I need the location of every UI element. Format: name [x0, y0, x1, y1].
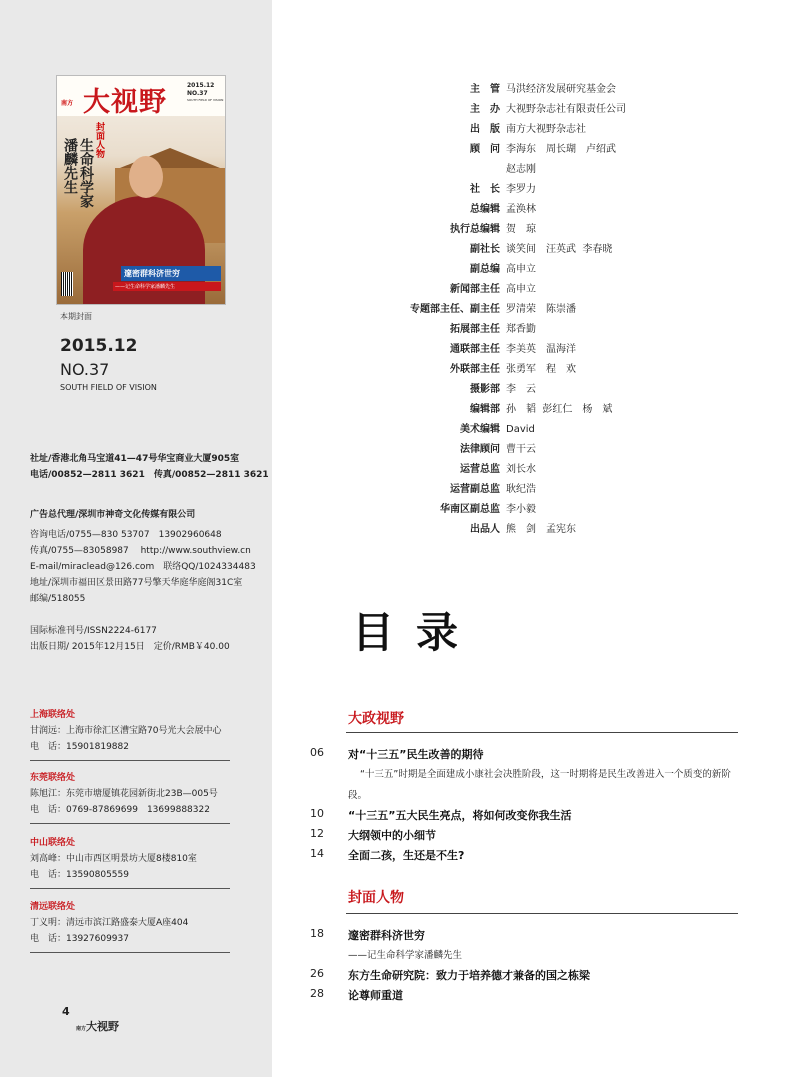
cover-issue-date: 2015.12 — [187, 82, 215, 89]
staff-row — [360, 80, 740, 100]
staff-row — [360, 360, 740, 380]
toc-title: 目录 — [352, 608, 481, 657]
cover-brand: 大视野 — [83, 87, 167, 118]
footer-logo-small: 南方 — [76, 1026, 87, 1032]
staff-role: 华南区副总监 — [440, 504, 500, 515]
toc-entry-title: 大纲领中的小细节 — [348, 829, 436, 842]
liaison-line: 电 话：15901819882 — [30, 742, 129, 752]
toc-entry-title: 邃密群科济世穷 — [348, 929, 425, 942]
staff-row — [360, 460, 740, 480]
staff-names: 赵志刚 — [506, 164, 536, 175]
agent-line: 咨询电话/0755—830 53707 13902960648 — [30, 530, 222, 540]
agent-line: E-mail/miraclead@126.com 联络QQ/1024334483 — [30, 562, 256, 572]
staff-row — [360, 520, 740, 540]
toc-section-rule — [346, 913, 738, 914]
staff-role: 拓展部主任 — [450, 324, 500, 335]
issn-line: 国际标准刊号/ISSN2224-6177 — [30, 626, 157, 636]
cover-brand-small: 南方 — [61, 100, 74, 107]
staff-names: 高申立 — [506, 264, 536, 275]
liaison-title: 上海联络处 — [30, 710, 76, 720]
toc-entry-title: 对“十三五”民生改善的期待 — [348, 748, 484, 761]
staff-role: 副社长 — [470, 244, 500, 255]
staff-role: 总编辑 — [470, 204, 500, 215]
staff-names: 马洪经济发展研究基金会 — [506, 84, 616, 95]
issn-block — [30, 623, 230, 655]
liaison-title: 东莞联络处 — [30, 773, 76, 783]
toc-entry-subtitle: ——记生命科学家潘麟先生 — [348, 950, 463, 961]
address-line: 社址/香港北角马宝道41—47号华宝商业大厦905室 — [30, 454, 240, 464]
staff-names: 孙 韬 彭红仁 杨 斌 — [506, 404, 613, 415]
staff-row — [360, 420, 740, 440]
toc-section-rule — [346, 732, 738, 733]
toc-entry-title: “十三五”五大民生亮点，将如何改变你我生活 — [348, 809, 572, 822]
agent-line: 传真/0755—83058987 http://www.southview.cn — [30, 546, 251, 556]
address-line: 电话/00852—2811 3621 传真/00852—2811 3621 — [30, 470, 269, 480]
staff-names: 张勇军 程 欢 — [506, 364, 576, 375]
cover-headline-1: 生命科学家 — [78, 138, 94, 208]
staff-role: 美术编辑 — [460, 424, 500, 435]
toc-entry-page: 18 — [310, 927, 324, 940]
liaison-title: 清远联络处 — [30, 902, 76, 912]
staff-role: 运营总监 — [460, 464, 500, 475]
cover-issue — [187, 82, 223, 102]
cover-image — [57, 76, 225, 304]
liaison-divider — [30, 760, 230, 761]
staff-names: 南方大视野杂志社 — [506, 124, 586, 135]
liaison-line: 电 话：13927609937 — [30, 934, 129, 944]
staff-row — [360, 500, 740, 520]
page-number: 4 — [62, 1005, 70, 1018]
liaison-line: 电 话：0769-87869699 13699888322 — [30, 805, 210, 815]
cover-issue-no: NO.37 — [187, 90, 208, 97]
agent-line: 邮编/518055 — [30, 594, 86, 604]
staff-names: 李罗力 — [506, 184, 536, 195]
staff-names: 曹干云 — [506, 444, 536, 455]
staff-names: 李 云 — [506, 384, 536, 395]
staff-row — [360, 180, 740, 200]
staff-role: 法律顾问 — [460, 444, 500, 455]
cover-banner: 邃密群科济世穷 — [121, 266, 221, 281]
cover-headline-2: 潘麟先生 — [62, 138, 78, 194]
address-block — [30, 451, 269, 483]
toc-entry-page: 28 — [310, 987, 324, 1000]
ad-agent: 广告总代理/深圳市神奇文化传媒有限公司 — [30, 510, 196, 520]
staff-role: 摄影部 — [470, 384, 500, 395]
staff-role: 出 版 — [470, 124, 500, 135]
staff-row — [360, 400, 740, 420]
staff-row — [360, 200, 740, 220]
staff-role: 出品人 — [470, 524, 500, 535]
staff-names: David — [506, 424, 535, 435]
liaison-divider — [30, 823, 230, 824]
toc-entry-page: 10 — [310, 807, 324, 820]
toc-entry-page: 06 — [310, 746, 324, 759]
staff-names: 谈笑间 汪英武 李春晓 — [506, 244, 613, 255]
cover-feature-tag: 封面人物 — [94, 122, 104, 158]
staff-names: 熊 剑 孟宪东 — [506, 524, 576, 535]
liaison-office — [30, 835, 230, 889]
liaison-line: 丁义明：清远市滨江路盛泰大厦A座404 — [30, 918, 189, 928]
staff-row — [360, 300, 740, 320]
staff-names: 刘长水 — [506, 464, 536, 475]
toc-section-heading: 大政视野 — [348, 711, 404, 727]
cover-banner-sub: ——记生命科学家潘麟先生 — [113, 282, 221, 291]
issue-english: SOUTH FIELD OF VISION — [60, 383, 157, 392]
staff-row — [360, 240, 740, 260]
cover-issue-en: SOUTH FIELD OF VISION — [187, 98, 224, 102]
toc-entry-page: 12 — [310, 827, 324, 840]
toc-entry-title: 论尊师重道 — [348, 989, 403, 1002]
staff-role: 执行总编辑 — [450, 224, 500, 235]
liaison-office — [30, 770, 230, 824]
footer-logo — [76, 1018, 119, 1034]
staff-role: 通联部主任 — [450, 344, 500, 355]
staff-list — [360, 80, 740, 540]
liaison-title: 中山联络处 — [30, 838, 76, 848]
liaison-office — [30, 899, 230, 953]
staff-names: 李小毅 — [506, 504, 536, 515]
staff-row — [360, 320, 740, 340]
staff-row — [360, 280, 740, 300]
staff-role: 编辑部 — [470, 404, 500, 415]
staff-row — [360, 140, 740, 160]
staff-names: 李海东 周长瑚 卢绍武 — [506, 144, 616, 155]
staff-row — [360, 120, 740, 140]
toc-entry-description: “十三五”时期是全面建成小康社会决胜阶段，这一时期将是民生改善进入一个质变的新阶段。 — [348, 769, 731, 801]
toc-entry-title: 东方生命研究院：致力于培养德才兼备的国之栋梁 — [348, 969, 590, 982]
staff-role: 运营副总监 — [450, 484, 500, 495]
toc-section-heading: 封面人物 — [348, 890, 404, 906]
staff-names: 郑香勤 — [506, 324, 536, 335]
issue-number: NO.37 — [60, 360, 110, 379]
cover-barcode — [61, 272, 73, 296]
staff-role: 外联部主任 — [450, 364, 500, 375]
agent-line: 地址/深圳市福田区景田路77号擎天华庭华庭阁31C室 — [30, 578, 243, 588]
staff-names: 高申立 — [506, 284, 536, 295]
liaison-office — [30, 707, 230, 761]
staff-role: 副总编 — [470, 264, 500, 275]
staff-role: 社 长 — [470, 184, 500, 195]
staff-row — [360, 160, 740, 180]
staff-row — [360, 340, 740, 360]
staff-row — [360, 100, 740, 120]
liaison-divider — [30, 952, 230, 953]
liaison-line: 甘润远：上海市徐汇区漕宝路70号光大会展中心 — [30, 726, 222, 736]
staff-names: 孟涣林 — [506, 204, 536, 215]
staff-role: 新闻部主任 — [450, 284, 500, 295]
liaison-divider — [30, 888, 230, 889]
staff-names: 李美英 温海洋 — [506, 344, 576, 355]
staff-names: 大视野杂志社有限责任公司 — [506, 104, 626, 115]
staff-row — [360, 260, 740, 280]
toc-entry-page: 26 — [310, 967, 324, 980]
staff-row — [360, 440, 740, 460]
liaison-line: 刘高峰：中山市西区明景坊大厦8楼810室 — [30, 854, 197, 864]
staff-names: 贺 琼 — [506, 224, 536, 235]
ad-agent-block — [30, 507, 256, 607]
toc-entry-title: 全面二孩，生还是不生? — [348, 849, 465, 862]
staff-row — [360, 480, 740, 500]
issn-line: 出版日期/ 2015年12月15日 定价/RMB￥40.00 — [30, 642, 230, 652]
staff-role: 顾 问 — [470, 144, 500, 155]
issue-date: 2015.12 — [60, 336, 138, 356]
liaison-line: 电 话：13590805559 — [30, 870, 129, 880]
cover-caption: 本期封面 — [60, 312, 92, 321]
staff-row — [360, 380, 740, 400]
staff-names: 耿纪浩 — [506, 484, 536, 495]
staff-role: 主 办 — [470, 104, 500, 115]
cover-person-head — [129, 156, 163, 198]
staff-role: 专题部主任、副主任 — [410, 304, 500, 315]
staff-names: 罗清荣 陈崇潘 — [506, 304, 576, 315]
toc-entry-page: 14 — [310, 847, 324, 860]
staff-role: 主 管 — [470, 84, 500, 95]
staff-row — [360, 220, 740, 240]
liaison-line: 陈旭江：东莞市塘厦镇花园新街北23B—005号 — [30, 789, 218, 799]
footer-logo-text: 大视野 — [86, 1020, 120, 1033]
